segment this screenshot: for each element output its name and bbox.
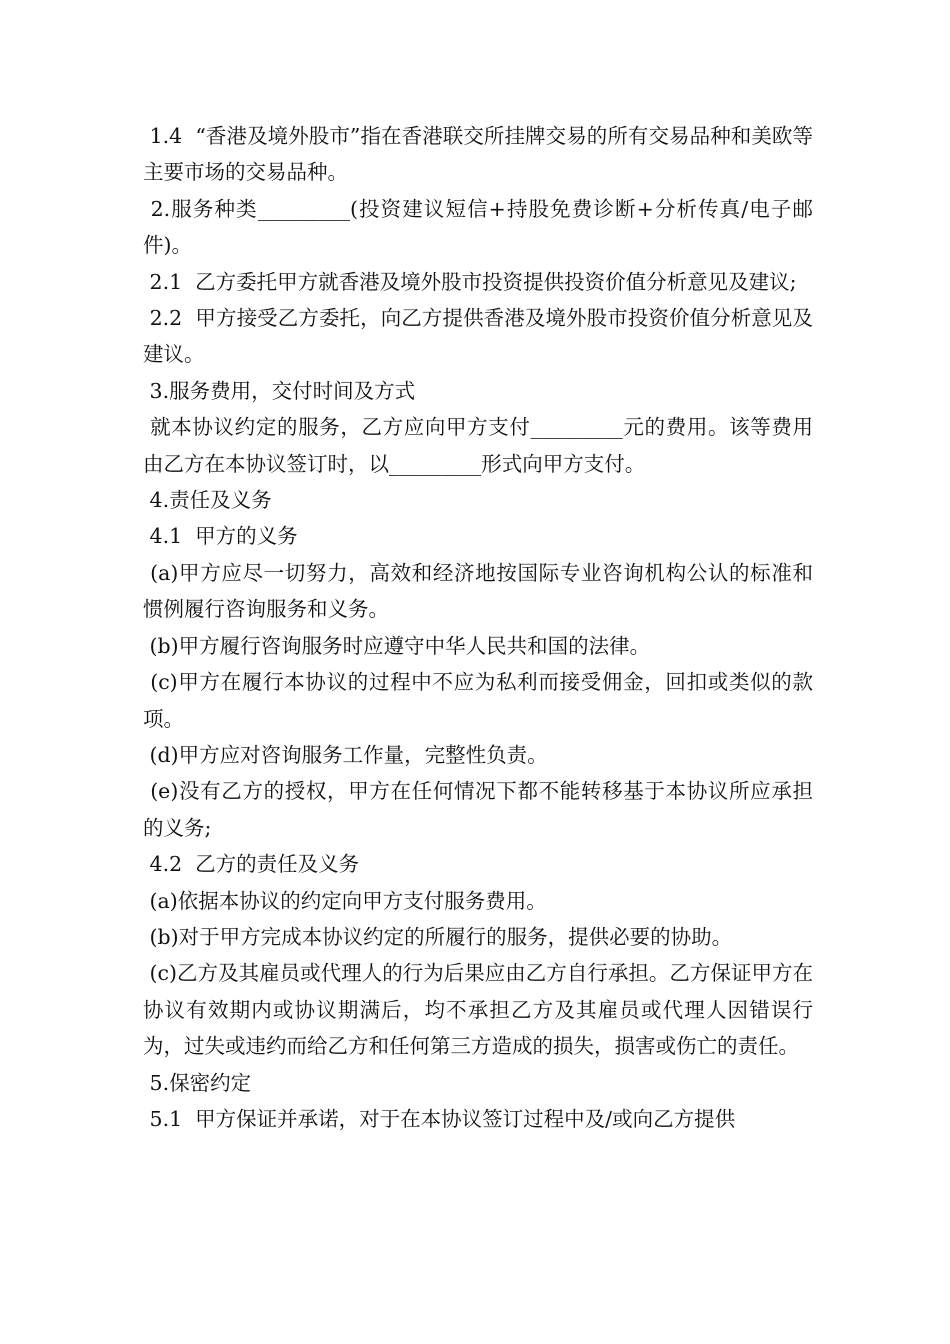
clause-5-heading: 5.保密约定 [143, 1070, 252, 1095]
clause-4-1-b: (b)甲方履行咨询服务时应遵守中华人民共和国的法律。 [143, 633, 651, 658]
clause-4-1-heading: 4.1 甲方的义务 [143, 524, 298, 549]
clause-4-1-c: (c)甲方在履行本协议的过程中不应为私利而接受佣金，回扣或类似的款项。 [143, 670, 813, 731]
clause-4-heading: 4.责任及义务 [143, 488, 272, 513]
document-body [143, 118, 813, 1137]
clause-4-1-d: (d)甲方应对咨询服务工作量，完整性负责。 [143, 742, 548, 767]
clause-2-service-type: 2.服务种类_________(投资建议短信+持股免费诊断+分析传真/电子邮件)。 [143, 196, 813, 258]
clause-2-2: 2.2 甲方接受乙方委托，向乙方提供香港及境外股市投资价值分析意见及建议。 [143, 306, 813, 367]
clause-4-2-a: (a)依据本协议的约定向甲方支付服务费用。 [143, 888, 547, 913]
clause-5-1: 5.1 甲方保证并承诺，对于在本协议签订过程中及/或向乙方提供 [143, 1106, 736, 1131]
clause-4-2-heading: 4.2 乙方的责任及义务 [143, 852, 360, 877]
clause-3-fee: 就本协议约定的服务，乙方应向甲方支付_________元的费用。该等费用由乙方在本协议签订时，以_________形式向甲方支付。 [143, 415, 813, 476]
clause-4-1-e: (e)没有乙方的授权，甲方在任何情况下都不能转移基于本协议所应承担的义务; [143, 779, 813, 840]
clause-4-2-c: (c)乙方及其雇员或代理人的行为后果应由乙方自行承担。乙方保证甲方在协议有效期内或协议期满后，均不承担乙方及其雇员或代理人因错误行为，过失或违约而给乙方和任何第三方造成的损失，损害或伤亡的责任。 [143, 961, 813, 1059]
clause-3-heading: 3.服务费用，交付时间及方式 [143, 378, 416, 403]
clause-2-1: 2.1 乙方委托甲方就香港及境外股市投资提供投资价值分析意见及建议; [143, 269, 797, 294]
clause-4-2-b: (b)对于甲方完成本协议约定的所履行的服务，提供必要的协助。 [143, 924, 733, 949]
clause-4-1-a: (a)甲方应尽一切努力，高效和经济地按国际专业咨询机构公认的标准和惯例履行咨询服务和义务。 [143, 560, 813, 622]
clause-1-4: 1.4 “香港及境外股市”指在香港联交所挂牌交易的所有交易品种和美欧等主要市场的交易品种。 [143, 124, 813, 185]
